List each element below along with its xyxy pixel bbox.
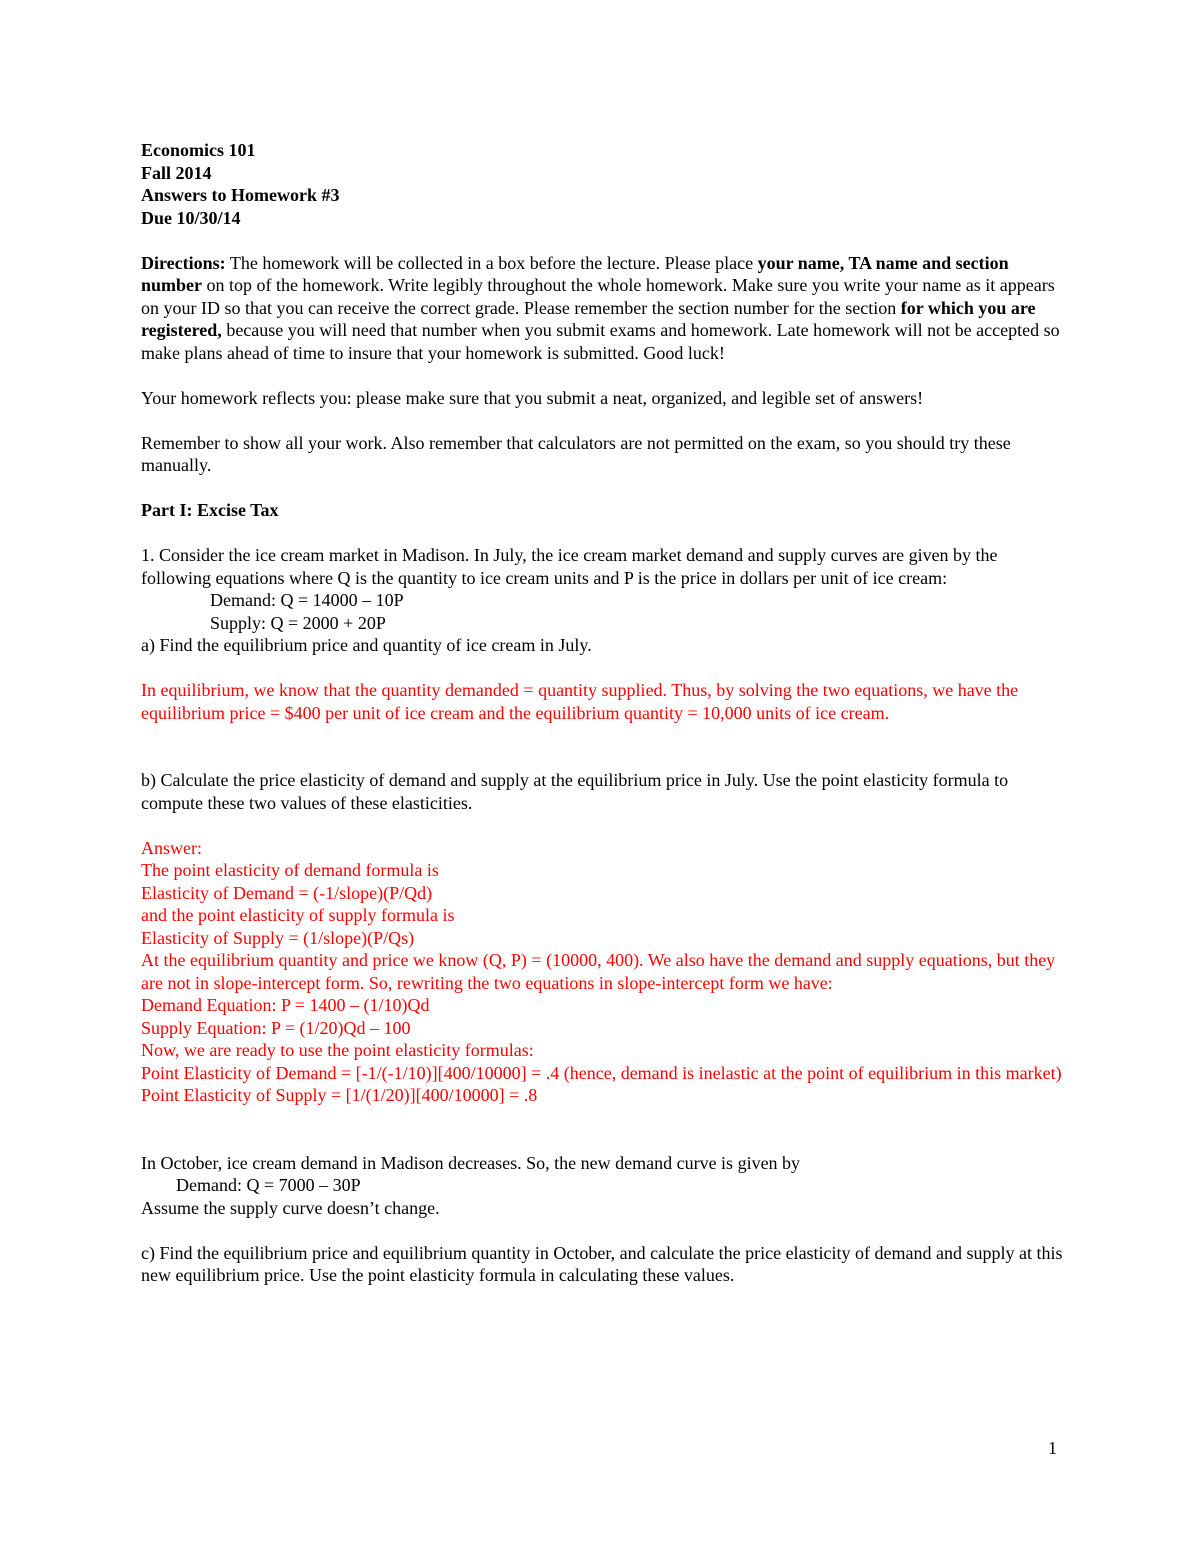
directions-bold-1: your name, TA name and section number bbox=[141, 252, 1009, 295]
document-title: Answers to Homework #3 bbox=[141, 185, 340, 205]
question-c: c) Find the equilibrium price and equilibrium quantity in October, and calculate the price elasticity of demand and supply at this new equilibrium price. Use the point elasticity formula in calculating these values. bbox=[141, 1242, 1063, 1285]
answer-b-line: Elasticity of Supply = (1/slope)(P/Qs) bbox=[141, 927, 415, 948]
october-assumption: Assume the supply curve doesn’t change. bbox=[141, 1197, 440, 1218]
directions-text-3: because you will need that number when you submit exams and homework. Late homework will not be accepted so make plans ahead of time to insure that your homework is submitted. Good luck! bbox=[141, 320, 1060, 363]
october-demand-equation: Demand: Q = 7000 – 30P bbox=[176, 1175, 361, 1195]
answer-b-line: Now, we are ready to use the point elasticity formulas: bbox=[141, 1040, 534, 1060]
question-b: b) Calculate the price elasticity of demand and supply at the equilibrium price in July. Use the point elasticity formula to compute these two values of these elasticities. bbox=[141, 770, 1009, 813]
answer-b-line: At the equilibrium quantity and price we know (Q, P) = (10000, 400). We also have the demand and supply equations, but they are not in slope-intercept form. So, rewriting the two equations in slope-intercept form we have: bbox=[141, 950, 1056, 993]
october-intro: In October, ice cream demand in Madison decreases. So, the new demand curve is given by bbox=[141, 1152, 801, 1173]
answer-b-line: and the point elasticity of supply formula is bbox=[141, 905, 455, 925]
directions-label: Directions: bbox=[141, 252, 226, 273]
answer-b-line: Point Elasticity of Supply = [1/(1/20)][400/10000] = .8 bbox=[141, 1085, 538, 1105]
directions-bold-2: for which you are registered, bbox=[141, 297, 1036, 340]
remember-paragraph: Remember to show all your work. Also remember that calculators are not permitted on the exam, so you should try these manually. bbox=[141, 432, 1011, 475]
question-a: a) Find the equilibrium price and quantity of ice cream in July. bbox=[141, 635, 592, 655]
part1-heading: Part I: Excise Tax bbox=[141, 500, 279, 520]
answer-a: In equilibrium, we know that the quantity demanded = quantity supplied. Thus, by solving the two equations, we have the equilibrium price = $400 per unit of ice cream and the equilibrium quantity = 10,000 units of ice cream. bbox=[141, 680, 1019, 723]
answer-b-line: Demand Equation: P = 1400 – (1/10)Qd bbox=[141, 995, 430, 1015]
answer-b-line: Answer: bbox=[141, 837, 202, 858]
answer-b-line: Point Elasticity of Demand = [-1/(-1/10)][400/10000] = .4 (hence, demand is inelastic at the point of equilibrium in this market) bbox=[141, 1062, 1062, 1083]
reflects-paragraph: Your homework reflects you: please make sure that you submit a neat, organized, and legible set of answers! bbox=[141, 387, 924, 408]
due-date: Due 10/30/14 bbox=[141, 207, 241, 228]
answer-b-line: Elasticity of Demand = (-1/slope)(P/Qd) bbox=[141, 882, 433, 903]
directions-paragraph bbox=[141, 252, 1066, 365]
supply-equation: Supply: Q = 2000 + 20P bbox=[210, 612, 386, 633]
course-title: Economics 101 bbox=[141, 140, 256, 160]
term: Fall 2014 bbox=[141, 162, 212, 183]
answer-b bbox=[141, 837, 1066, 1107]
document-page bbox=[141, 139, 1066, 1287]
directions-text-1: The homework will be collected in a box before the lecture. Please place bbox=[225, 252, 758, 273]
demand-equation: Demand: Q = 14000 – 10P bbox=[210, 590, 404, 610]
page-number: 1 bbox=[1048, 1438, 1057, 1458]
answer-b-line: Supply Equation: P = (1/20)Qd – 100 bbox=[141, 1017, 411, 1038]
answer-b-line: The point elasticity of demand formula is bbox=[141, 860, 439, 880]
question-1-intro: 1. Consider the ice cream market in Madison. In July, the ice cream market demand and supply curves are given by the following equations where Q is the quantity to ice cream units and P is the price in dollars per unit of ice cream: bbox=[141, 545, 998, 588]
directions-text-2: on top of the homework. Write legibly throughout the whole homework. Make sure you write your name as it appears on your ID so that you can receive the correct grade. Please remember the section number for the section bbox=[141, 275, 1055, 318]
